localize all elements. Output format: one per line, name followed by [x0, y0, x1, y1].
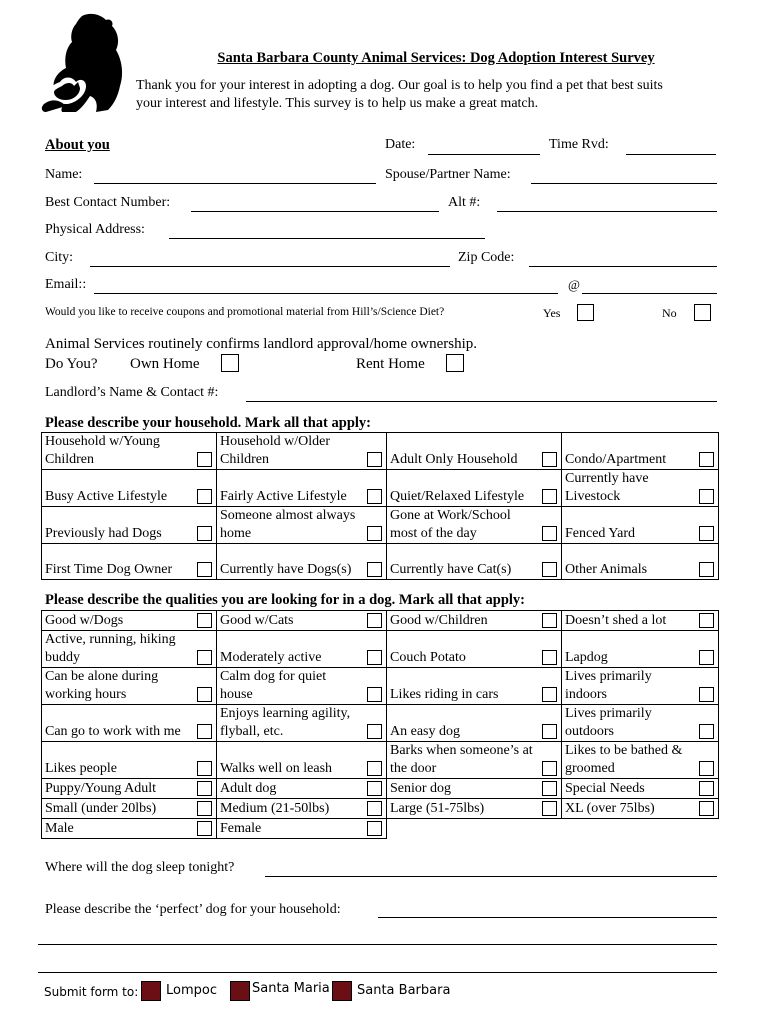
quality-checkbox[interactable] [197, 650, 212, 665]
quality-cell [217, 631, 387, 668]
quality-option: Barks when someone’s at the door [390, 743, 533, 776]
household-checkbox[interactable] [699, 526, 714, 541]
quality-cell [217, 705, 387, 742]
alt-number-label: Alt #: [448, 195, 481, 210]
household-cell [42, 507, 217, 544]
quality-checkbox[interactable] [699, 687, 714, 702]
household-cell [217, 470, 387, 507]
quality-cell [387, 705, 562, 742]
household-checkbox[interactable] [699, 452, 714, 467]
household-option: Currently have Dogs(s) [220, 562, 352, 577]
sleep-question-label: Where will the dog sleep tonight? [45, 860, 235, 875]
household-option: Fairly Active Lifestyle [220, 489, 347, 504]
household-checkbox[interactable] [367, 452, 382, 467]
quality-cell [562, 779, 719, 799]
empty-cell [387, 819, 562, 839]
footer-divider [38, 972, 717, 973]
household-cell [562, 544, 719, 580]
household-checkbox[interactable] [367, 526, 382, 541]
lompoc-label: Lompoc [166, 983, 217, 998]
quality-cell [387, 631, 562, 668]
quality-option: Doesn’t shed a lot [565, 613, 667, 628]
quality-cell [562, 742, 719, 779]
own-home-checkbox[interactable] [221, 354, 239, 372]
alt-number-field[interactable] [497, 211, 717, 212]
empty-cell [562, 819, 719, 839]
address-field[interactable] [169, 238, 485, 239]
household-cell [387, 433, 562, 470]
household-cell [387, 544, 562, 580]
quality-option: Likes to be bathed & groomed [565, 743, 683, 776]
perfect-dog-label: Please describe the ‘perfect’ dog for your household: [45, 902, 341, 917]
zip-label: Zip Code: [458, 250, 515, 265]
quality-option: Lives primarily outdoors [565, 706, 652, 739]
quality-option: Good w/Cats [220, 613, 294, 628]
quality-cell [42, 742, 217, 779]
household-option: Adult Only Household [390, 452, 518, 467]
quality-option: Special Needs [565, 781, 645, 796]
quality-option: Can be alone during working hours [45, 669, 159, 702]
household-cell [217, 544, 387, 580]
about-you-heading: About you [45, 137, 110, 153]
quality-cell [42, 819, 217, 839]
household-cell [42, 433, 217, 470]
city-field[interactable] [90, 266, 450, 267]
spouse-field[interactable] [531, 183, 717, 184]
quality-cell [42, 631, 217, 668]
landlord-notice: Animal Services routinely confirms landlord approval/home ownership. [45, 336, 477, 352]
quality-cell [217, 799, 387, 819]
household-option: Currently have Cat(s) [390, 562, 512, 577]
household-grid [41, 432, 719, 580]
quality-checkbox[interactable] [367, 687, 382, 702]
quality-checkbox[interactable] [699, 724, 714, 739]
santa-maria-checkbox[interactable] [230, 981, 250, 1001]
city-label: City: [45, 250, 74, 265]
quality-option: Enjoys learning agility, flyball, etc. [220, 706, 351, 739]
santa-barbara-checkbox[interactable] [332, 981, 352, 1001]
household-checkbox[interactable] [542, 526, 557, 541]
household-option: Fenced Yard [565, 526, 635, 541]
quality-checkbox[interactable] [699, 781, 714, 796]
household-option: Condo/Apartment [565, 452, 667, 467]
household-cell [217, 433, 387, 470]
coupons-no-checkbox[interactable] [694, 304, 711, 321]
quality-option: Small (under 20lbs) [45, 801, 157, 816]
quality-option: Active, running, hiking buddy [45, 632, 176, 665]
santa-maria-label: Santa Maria [252, 981, 330, 996]
quality-option: Likes people [45, 761, 117, 776]
date-label: Date: [385, 137, 416, 152]
quality-checkbox[interactable] [542, 724, 557, 739]
household-cell [562, 470, 719, 507]
household-checkbox[interactable] [699, 562, 714, 577]
intro-line-2: your interest and lifestyle. This survey is to help us make a great match. [136, 96, 539, 111]
quality-cell [562, 631, 719, 668]
do-you-label: Do You? [45, 356, 98, 372]
quality-cell [562, 799, 719, 819]
quality-checkbox[interactable] [367, 821, 382, 836]
quality-cell [387, 799, 562, 819]
coupons-no-label: No [662, 306, 677, 320]
quality-option: XL (over 75lbs) [565, 801, 655, 816]
quality-cell [562, 668, 719, 705]
household-option: Previously had Dogs [45, 526, 162, 541]
household-option: Quiet/Relaxed Lifestyle [390, 489, 525, 504]
household-checkbox[interactable] [542, 452, 557, 467]
quality-checkbox[interactable] [367, 781, 382, 796]
household-checkbox[interactable] [197, 562, 212, 577]
quality-checkbox[interactable] [367, 801, 382, 816]
quality-checkbox[interactable] [367, 724, 382, 739]
quality-checkbox[interactable] [197, 724, 212, 739]
dog-cat-silhouette-logo [38, 12, 130, 116]
quality-checkbox[interactable] [542, 687, 557, 702]
perfect-dog-field[interactable] [378, 917, 717, 918]
email-label: Email:: [45, 277, 87, 292]
submit-label: Submit form to: [44, 985, 139, 999]
quality-checkbox[interactable] [542, 781, 557, 796]
quality-checkbox[interactable] [699, 761, 714, 776]
quality-option: Calm dog for quiet house [220, 669, 327, 702]
quality-checkbox[interactable] [699, 650, 714, 665]
quality-checkbox[interactable] [197, 687, 212, 702]
quality-option: Puppy/Young Adult [45, 781, 157, 796]
household-cell [562, 507, 719, 544]
quality-cell [217, 668, 387, 705]
household-checkbox[interactable] [197, 452, 212, 467]
quality-checkbox[interactable] [367, 761, 382, 776]
household-heading: Please describe your household. Mark all that apply: [45, 415, 371, 431]
household-checkbox[interactable] [542, 562, 557, 577]
household-option: Currently have Livestock [565, 471, 649, 504]
quality-cell [217, 611, 387, 631]
quality-option: Large (51-75lbs) [390, 801, 485, 816]
quality-option: Couch Potato [390, 650, 466, 665]
santa-barbara-label: Santa Barbara [357, 983, 451, 998]
household-option: Gone at Work/School most of the day [390, 508, 511, 541]
coupons-question: Would you like to receive coupons and promotional material from Hill’s/Science Diet? [45, 306, 445, 318]
household-checkbox[interactable] [699, 489, 714, 504]
quality-checkbox[interactable] [367, 613, 382, 628]
household-cell [562, 433, 719, 470]
household-option: First Time Dog Owner [45, 562, 173, 577]
date-field[interactable] [428, 154, 540, 155]
quality-option: Lives primarily indoors [565, 669, 652, 702]
sleep-answer-field[interactable] [265, 876, 717, 877]
quality-option: Can go to work with me [45, 724, 181, 739]
quality-cell [387, 611, 562, 631]
quality-option: Walks well on leash [220, 761, 333, 776]
name-label: Name: [45, 167, 83, 182]
name-field[interactable] [94, 183, 376, 184]
rent-home-label: Rent Home [356, 356, 425, 372]
quality-option: Medium (21-50lbs) [220, 801, 330, 816]
quality-checkbox[interactable] [542, 613, 557, 628]
quality-option: Male [45, 821, 74, 836]
quality-checkbox[interactable] [197, 801, 212, 816]
landlord-contact-field[interactable] [246, 401, 717, 402]
quality-option: Adult dog [220, 781, 277, 796]
quality-checkbox[interactable] [197, 781, 212, 796]
household-cell [217, 507, 387, 544]
quality-checkbox[interactable] [699, 801, 714, 816]
quality-option: An easy dog [390, 724, 460, 739]
household-option: Household w/Young Children [45, 434, 160, 467]
quality-checkbox[interactable] [197, 613, 212, 628]
quality-cell [217, 819, 387, 839]
rent-home-checkbox[interactable] [446, 354, 464, 372]
household-checkbox[interactable] [542, 489, 557, 504]
quality-cell [42, 668, 217, 705]
household-option: Someone almost always home [220, 508, 356, 541]
quality-option: Likes riding in cars [390, 687, 499, 702]
household-checkbox[interactable] [367, 489, 382, 504]
household-cell [42, 544, 217, 580]
quality-checkbox[interactable] [542, 761, 557, 776]
quality-cell [562, 611, 719, 631]
email-user-field[interactable] [94, 293, 558, 294]
quality-option: Moderately active [220, 650, 322, 665]
qualities-heading: Please describe the qualities you are looking for in a dog. Mark all that apply: [45, 592, 525, 608]
quality-option: Senior dog [390, 781, 452, 796]
quality-checkbox[interactable] [699, 613, 714, 628]
email-at-sign: @ [568, 277, 580, 292]
lompoc-checkbox[interactable] [141, 981, 161, 1001]
quality-cell [42, 779, 217, 799]
quality-option: Female [220, 821, 262, 836]
quality-cell [562, 705, 719, 742]
household-checkbox[interactable] [197, 489, 212, 504]
survey-title: Santa Barbara County Animal Services: Dog Adoption Interest Survey [217, 50, 655, 66]
quality-option: Lapdog [565, 650, 608, 665]
household-option: Busy Active Lifestyle [45, 489, 168, 504]
perfect-dog-field-line-2[interactable] [38, 944, 717, 945]
qualities-grid [41, 610, 719, 839]
address-label: Physical Address: [45, 222, 145, 237]
quality-checkbox[interactable] [197, 761, 212, 776]
coupons-yes-checkbox[interactable] [577, 304, 594, 321]
household-checkbox[interactable] [197, 526, 212, 541]
time-received-label: Time Rvd: [549, 137, 609, 152]
email-domain-field[interactable] [582, 293, 717, 294]
quality-cell [387, 779, 562, 799]
quality-checkbox[interactable] [367, 650, 382, 665]
time-received-field[interactable] [626, 154, 716, 155]
quality-option: Good w/Dogs [45, 613, 124, 628]
household-option: Other Animals [565, 562, 648, 577]
quality-cell [217, 742, 387, 779]
quality-cell [42, 705, 217, 742]
quality-cell [387, 668, 562, 705]
zip-field[interactable] [529, 266, 717, 267]
quality-cell [42, 611, 217, 631]
household-cell [387, 470, 562, 507]
quality-checkbox[interactable] [542, 801, 557, 816]
quality-checkbox[interactable] [197, 821, 212, 836]
household-cell [387, 507, 562, 544]
quality-checkbox[interactable] [542, 650, 557, 665]
spouse-label: Spouse/Partner Name: [385, 167, 511, 182]
landlord-contact-label: Landlord’s Name & Contact #: [45, 385, 219, 400]
household-cell [42, 470, 217, 507]
household-option: Household w/Older Children [220, 434, 331, 467]
contact-number-field[interactable] [191, 211, 439, 212]
own-home-label: Own Home [130, 356, 200, 372]
household-checkbox[interactable] [367, 562, 382, 577]
quality-cell [387, 742, 562, 779]
quality-cell [217, 779, 387, 799]
coupons-yes-label: Yes [543, 306, 561, 320]
quality-option: Good w/Children [390, 613, 488, 628]
intro-line-1: Thank you for your interest in adopting a dog. Our goal is to help you find a pet that best suits [136, 78, 663, 93]
quality-cell [42, 799, 217, 819]
contact-number-label: Best Contact Number: [45, 195, 171, 210]
